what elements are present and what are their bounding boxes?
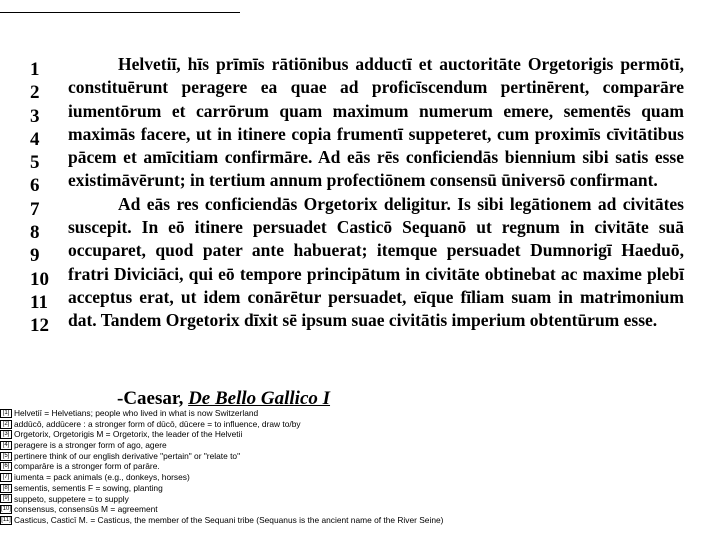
footnote — [0, 483, 720, 494]
line-number: 2 — [30, 82, 40, 104]
footnote — [0, 494, 720, 505]
passage-paragraph-1: Helvetiī, hīs prīmīs rātiōnibus adductī et auctoritāte Orgetorigis permōtī, constituērunt peragere ea quae ad proficīscendum pertinērent, comparāre iumentōrum et carrōrum quam maximum numerum emere, sementēs quam maximās facere, ut in itinere copia frumentī suppeteret, cum proximīs cīvitātibus pācem et amīcitiam confirmāre. Ad eās rēs conficiendās biennium sibi satis esse existimāvērunt; in tertium annum profectiōnem consensū ūniversō confirmant. — [68, 54, 684, 191]
footnote-text: iumenta = pack animals (e.g., donkeys, horses) — [14, 472, 190, 483]
line-number: 5 — [30, 152, 40, 174]
line-number: 1 — [30, 59, 40, 80]
line-number: 8 — [30, 222, 40, 244]
footnote-text: pertinere think of our english derivative "pertain" or "relate to" — [14, 450, 241, 461]
footnote-text: peragere is a stronger form of ago, agere — [14, 440, 167, 451]
footnotes — [0, 408, 720, 526]
line-number: 10 — [30, 268, 49, 290]
footnote-text: consensus, consensūs M = agreement — [14, 504, 158, 515]
footnote-marker[interactable]: [6] — [0, 462, 12, 471]
line-number: 6 — [30, 175, 40, 197]
footnote-text: Casticus, Casticī M. = Casticus, the member of the Sequani tribe (Sequanus is the ancient name of the River Seine) — [14, 514, 444, 525]
passage-paragraph-2: Ad eās res conficiendās Orgetorix deligitur. Is sibi legātionem ad civitātes suscepit. In eō itinere persuadet Casticō Sequanō ut regnum in civitāte suā occuparet, quod pater ante habuerat; itemque persuadet Dumnorigī Haeduō, fratri Diviciāci, qui eō tempore principātum in civitāte obtinebat ac maxime plebī acceptus erat, ut idem conārētur persuadet, eīque fīliam suam in matrimonium dat. Tandem Orgetorix dīxit sē ipsum suae civitātis imperium obtentūrum esse. — [68, 193, 684, 331]
footnote-marker[interactable]: [9] — [0, 494, 12, 503]
citation-author: -Caesar, — [117, 388, 189, 409]
footnote — [0, 408, 720, 419]
footnote-text: comparāre is a stronger form of parāre. — [14, 461, 160, 472]
footnote — [0, 504, 720, 515]
footnote-marker[interactable]: [1] — [0, 409, 12, 418]
top-rule — [0, 12, 240, 13]
line-number-column — [30, 58, 60, 338]
footnote-text: sementis, sementis F = sowing, planting — [14, 482, 163, 493]
footnote — [0, 515, 720, 526]
footnote — [0, 472, 720, 483]
footnote-text: Orgetorix, Orgetorigis M = Orgetorix, the leader of the Helvetii — [14, 429, 243, 440]
footnote-marker[interactable]: [11] — [1, 516, 11, 523]
line-number: 9 — [30, 245, 40, 267]
latin-passage — [68, 53, 684, 333]
footnote-marker[interactable]: [7] — [0, 473, 12, 482]
line-number: 7 — [30, 198, 40, 220]
footnote — [0, 429, 720, 440]
source-citation — [117, 388, 330, 410]
footnote-marker[interactable]: [3] — [0, 430, 12, 439]
footnote — [0, 461, 720, 472]
footnote-marker[interactable]: [4] — [0, 441, 12, 450]
citation-work-title: De Bello Gallico I — [188, 388, 331, 409]
footnote — [0, 419, 720, 430]
line-number: 11 — [30, 291, 48, 313]
footnote-marker[interactable]: [2] — [0, 420, 12, 429]
footnote-marker[interactable]: [10] — [1, 506, 12, 513]
line-number: 3 — [30, 105, 40, 127]
footnote-text: Helvetiī = Helvetians; people who lived in what is now Switzerland — [14, 408, 259, 418]
line-number: 4 — [30, 128, 40, 150]
footnote — [0, 451, 720, 462]
footnote — [0, 440, 720, 451]
footnote-text: addūcō, addūcere : a stronger form of dūcō, dūcere = to influence, draw to/by — [14, 418, 301, 429]
footnote-marker[interactable]: [5] — [0, 452, 12, 461]
line-number: 12 — [30, 315, 49, 337]
footnote-text: suppeto, suppetere = to supply — [14, 493, 129, 504]
footnote-marker[interactable]: [8] — [0, 484, 12, 493]
